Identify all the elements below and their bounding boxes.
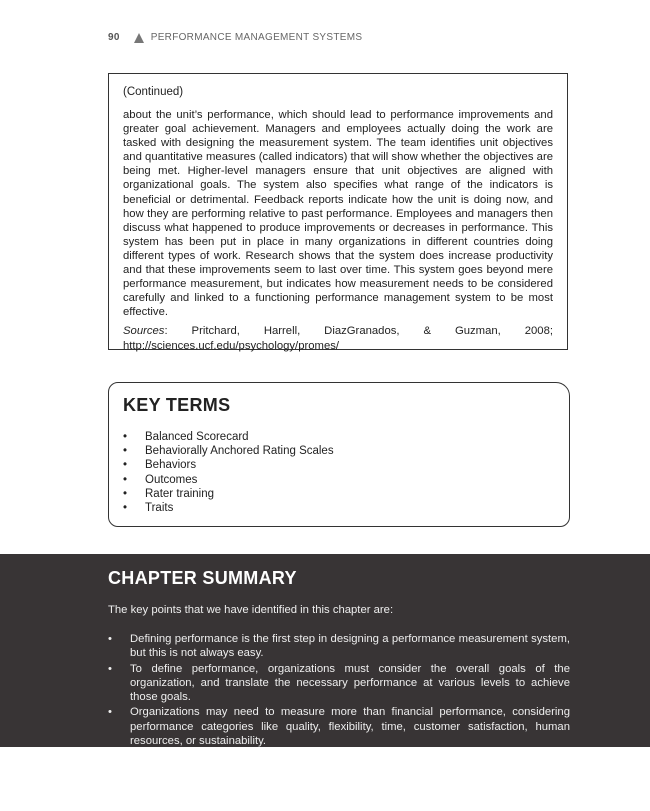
key-term: Rater training	[145, 487, 215, 500]
list-item	[123, 487, 555, 501]
bullet: •	[123, 473, 128, 486]
bullet: •	[108, 633, 112, 645]
sources-line	[123, 324, 553, 352]
case-study-box	[108, 73, 568, 350]
chapter-summary-title: CHAPTER SUMMARY	[108, 568, 297, 588]
bullet: •	[108, 662, 112, 675]
bullet: •	[123, 445, 128, 458]
bullet: •	[123, 431, 128, 443]
chapter-summary-intro: The key points that we have identified in this chapter are:	[108, 604, 394, 616]
list-item	[108, 662, 570, 705]
key-term: Traits	[145, 502, 174, 515]
key-terms-title: KEY TERMS	[123, 395, 231, 415]
summary-point: Defining performance is the first step in designing a performance measurement system, but this is not always easy.	[130, 633, 570, 660]
list-item	[108, 632, 570, 661]
continued-label: (Continued)	[123, 86, 184, 98]
chapter-summary-section	[0, 554, 650, 747]
list-item	[108, 705, 570, 748]
summary-point: Organizations may need to measure more than financial performance, considering performance categories like quality, flexibility, time, customer satisfaction, human resources, or sustainability.	[130, 706, 570, 748]
key-term: Outcomes	[145, 473, 198, 486]
running-title: PERFORMANCE MANAGEMENT SYSTEMS	[150, 32, 363, 43]
list-item	[123, 473, 555, 487]
list-item	[123, 444, 555, 458]
triangle-icon	[134, 33, 144, 43]
key-terms-box	[108, 382, 570, 527]
key-terms-list	[123, 430, 555, 515]
key-term: Balanced Scorecard	[145, 431, 249, 443]
list-item	[123, 458, 555, 472]
bullet: •	[123, 502, 128, 515]
case-study-body: about the unit’s performance, which should lead to performance improvements and greater goal achievement. Managers and employees actually doing the work are tasked with designing the measurement system. The team identifies unit objectives and quantitative measures (called indicators) that will show whether the objectives are being met. Higher-level managers ensure that unit objectives are aligned with organizational goals. The system also specifies what range of the indicators is beneficial or detrimental. Feedback reports indicate how the unit is doing now, and how they are performing relative to past performance. Employees and managers then discuss what happened to produce improvements or decreases in performance. This system has been put in place in many organizations in different countries doing different types of work. Research shows that the system does increase productivity and that these improvements seem to last over time. This system goes beyond mere performance measurement, but indicates how measurement needs to be considered carefully and linked to a functioning performance management system to be most effective.	[123, 109, 553, 319]
chapter-summary-list	[108, 632, 570, 749]
sources-label: Sources	[123, 325, 165, 338]
list-item	[123, 501, 555, 515]
key-term: Behaviorally Anchored Rating Scales	[145, 445, 334, 458]
list-item	[123, 430, 555, 444]
running-header	[108, 32, 362, 43]
bullet: •	[123, 459, 128, 472]
summary-point: To define performance, organizations must consider the overall goals of the organization, and translate the necessary performance at various levels to achieve those goals.	[130, 662, 570, 704]
bullet: •	[123, 487, 128, 500]
page-number: 90	[108, 32, 120, 43]
key-term: Behaviors	[145, 459, 197, 472]
bullet: •	[108, 706, 112, 719]
sources-text: : Pritchard, Harrell, DiazGranados, & Guzman, 2008; http://sciences.ucf.edu/psychology/promes/	[123, 325, 553, 352]
